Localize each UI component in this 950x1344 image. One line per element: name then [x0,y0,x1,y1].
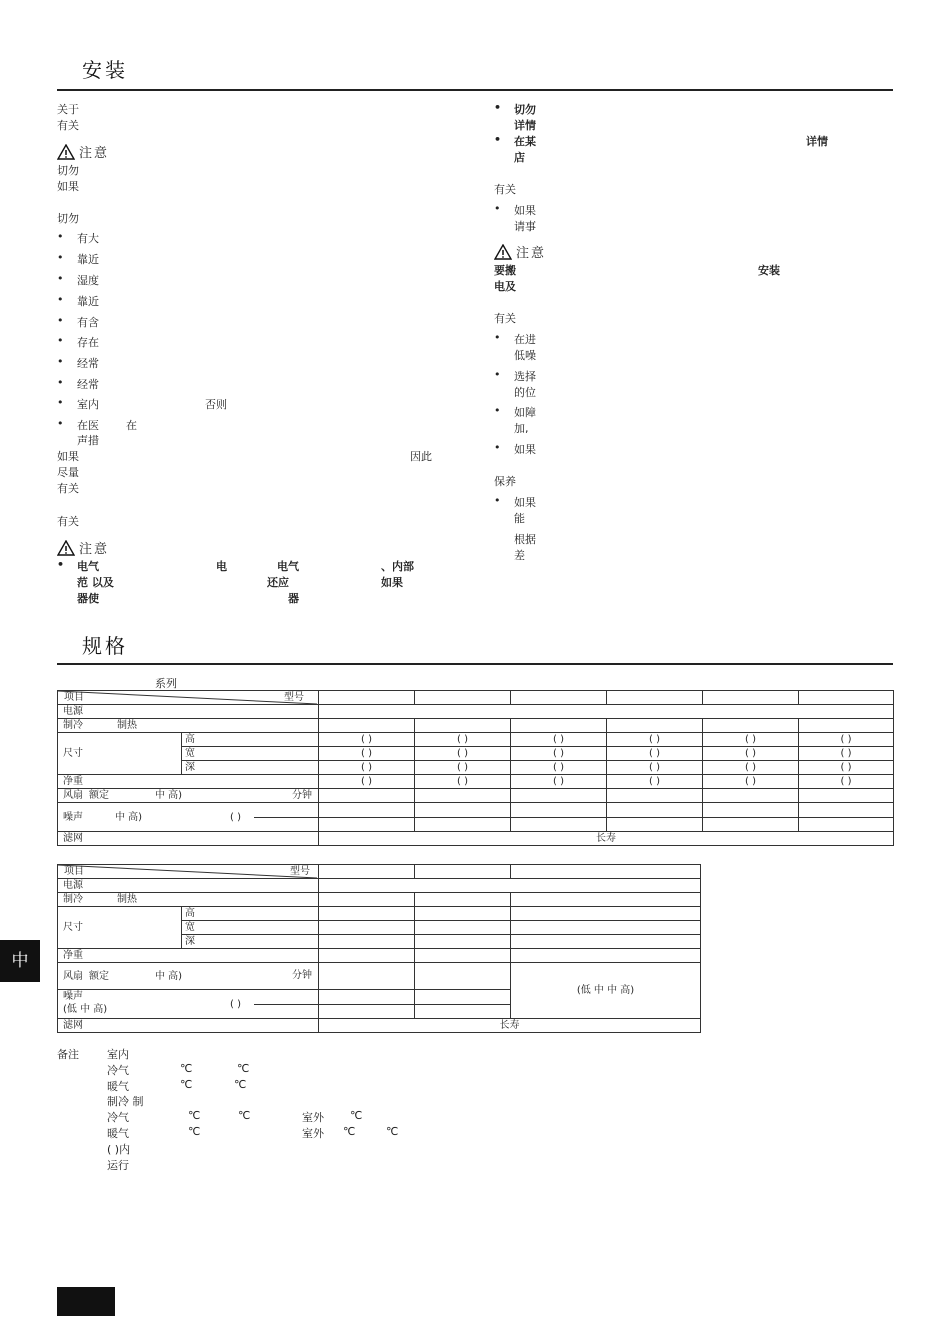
table-row: 噪声 中 高) ( ) [58,803,894,818]
caution2-item: • 电气 [77,558,99,574]
list-item: • 存在 [77,334,99,350]
table-row: 制冷 制热 [58,719,894,733]
note-line: 冷气 [107,1064,129,1077]
caution2-frag: 如果 [381,576,403,589]
table-row: 风扇 额定 中 高) 分钟 (低 中 中 高) [58,963,701,990]
spec-table-1 [57,690,894,846]
table-row: 尺寸 高 ( ) ( ) ( ) ( ) ( ) ( ) [58,733,894,747]
right-item: • 选择 [514,368,536,384]
list-item-extra: 否则 [205,398,227,411]
right-item-line2: 店 [514,151,525,164]
table-row: 尺寸 高 [58,907,701,921]
note-line: 暖气 [107,1080,129,1093]
table-row: 净重 ( ) ( ) ( ) ( ) ( ) ( ) [58,775,894,789]
right-item: • 如障 [514,404,536,420]
list-item: • 在医 [77,417,99,433]
list-item: • 有含 [77,314,99,330]
table-row: 滤网 长寿 [58,832,894,846]
note-frag: ℃ [188,1109,201,1122]
notes-label: 备注 [57,1048,79,1061]
warning-triangle-icon [57,542,79,557]
left-p2-line2: 尽量 [57,466,79,479]
right-item-line2: 低噪 [514,349,536,362]
left-p2-extra: 因此 [410,450,432,463]
list-item: • 经常 [77,376,99,392]
note-frag: ℃ [188,1125,201,1138]
note-frag: 室外 [302,1111,324,1124]
table-row: 风扇 额定 中 高) 分钟 [58,789,894,803]
caution1-line1: 切勿 [57,164,79,177]
language-tab: 中 [0,940,40,982]
right-item: • 如果 [514,494,536,510]
spec-title: 规格 [82,634,128,658]
right-item-extra: 差 [514,549,525,562]
right-item-line2: 详情 [514,119,536,132]
table-row: 净重 [58,949,701,963]
right-head-2: 有关 [494,312,516,325]
list-item-extra: 在 [126,419,137,432]
note-line: 暖气 [107,1127,129,1140]
caution2-frag: 器使 [77,592,99,605]
install-rule [57,89,893,91]
note-frag: ℃ [238,1109,251,1122]
note-frag: 室外 [302,1127,324,1140]
spec-table-2 [57,864,701,1033]
table-row: 滤网 长寿 [58,1019,701,1033]
list-item: • 湿度 [77,272,99,288]
caution2-frag: 电 [216,560,227,573]
install-title: 安装 [82,58,128,82]
table-row: 电源 [58,879,701,893]
caution3-extra: 安装 [758,264,780,277]
list-item: • 靠近 [77,293,99,309]
right-item-extra: 根据 [514,533,536,546]
list-head: 切勿 [57,212,79,225]
list-item: • 靠近 [77,251,99,267]
right-item: • 在某 [514,133,536,149]
caution2-frag: 、内部 [381,560,414,573]
left-p1-line1: 关于 [57,103,79,116]
left-p2-line1: 如果 [57,450,79,463]
table-row: 宽 [58,921,701,935]
right-item: • 如果 [514,202,536,218]
caution2-frag: 还应 [267,576,289,589]
caution2-frag: 器 [288,592,299,605]
caution2-frag: 电气 [277,560,299,573]
note-line: 室内 [107,1048,129,1061]
table-row: 电源 [58,705,894,719]
caution2-frag: 范 以及 [77,576,114,589]
right-item-line2: 能 [514,512,525,525]
note-line: ( )内 [107,1143,131,1156]
table-row: 噪声 (低 中 高) ( ) [58,990,701,1005]
item-model-header: 项目 型号 [58,865,319,879]
right-item: • 在进 [514,331,536,347]
list-item: • 室内 [77,396,99,412]
left-p3: 有关 [57,515,79,528]
warning-triangle-icon [494,246,516,261]
right-item: • 切勿 [514,101,536,117]
warning-triangle-icon [57,146,79,161]
note-line: 制冷 制 [107,1095,144,1108]
caution3-line2: 电及 [494,280,516,293]
caution3-line1: 要搬 [494,264,516,277]
note-line: 冷气 [107,1111,129,1124]
table-row: 深 [58,935,701,949]
left-p2-line3: 有关 [57,482,79,495]
note-frag: ℃ [234,1078,247,1091]
list-item-line2: 声措 [77,434,99,447]
list-item: • 经常 [77,355,99,371]
left-p1-line2: 有关 [57,119,79,132]
note-frag: ℃ [237,1062,250,1075]
item-model-header: 项目 型号 [58,691,319,705]
right-head-1: 有关 [494,183,516,196]
right-item-line2: 加, [514,422,529,435]
right-item: • 如果 [514,441,536,457]
caution-heading-1: 注意 [57,142,109,161]
note-line: 运行 [107,1159,129,1172]
table-row: 深 ( ) ( ) ( ) ( ) ( ) ( ) [58,761,894,775]
page-number-box [57,1287,115,1316]
table-row: 宽 ( ) ( ) ( ) ( ) ( ) ( ) [58,747,894,761]
caution-heading-2: 注意 [57,538,109,557]
note-frag: ℃ [180,1078,193,1091]
caution-heading-3: 注意 [494,242,546,261]
right-item-line2: 请事 [514,220,536,233]
series-label: 系列 [155,677,177,690]
list-item: • 有大 [77,230,99,246]
right-item-line2: 的位 [514,386,536,399]
note-frag: ℃ [350,1109,363,1122]
table-row [58,691,894,705]
spec-rule [57,663,893,665]
note-frag: ℃ [343,1125,356,1138]
table-row: 制冷 制热 [58,893,701,907]
table-row [58,865,701,879]
note-frag: ℃ [180,1062,193,1075]
caution1-line2: 如果 [57,180,79,193]
right-item-extra: 详情 [806,135,828,148]
note-frag: ℃ [386,1125,399,1138]
right-head-3: 保养 [494,475,516,488]
